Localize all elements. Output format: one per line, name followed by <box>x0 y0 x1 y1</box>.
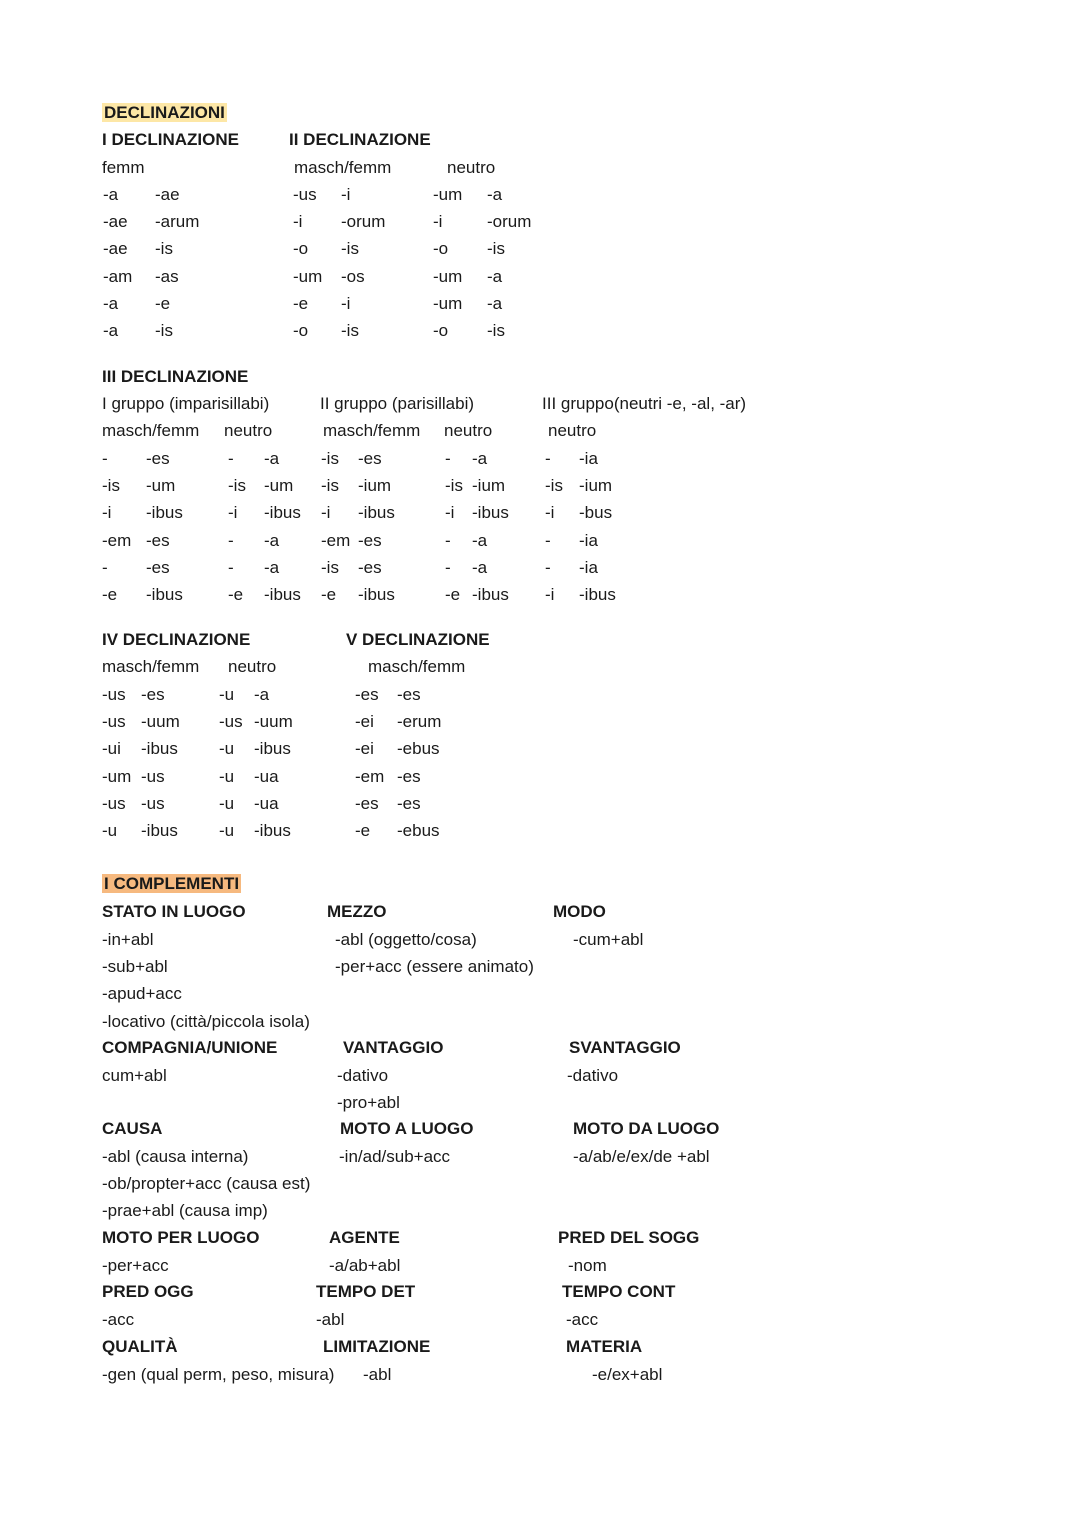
d3-cell: -e <box>445 585 461 604</box>
d4-cell: -us <box>102 793 126 813</box>
d1-cell: -is <box>155 239 173 259</box>
d3-cell: - <box>445 557 451 577</box>
d3-cell: - <box>228 449 234 468</box>
comp-stato-title: STATO IN LUOGO <box>102 902 246 921</box>
d3-cell: -ium <box>358 476 392 496</box>
d3-cell: -es <box>358 449 382 468</box>
comp-limitazione-title: LIMITAZIONE <box>323 1337 431 1356</box>
d3-cell: - <box>102 449 108 468</box>
d5-cell: -em <box>355 766 385 786</box>
comp-moto_a-item: -in/ad/sub+acc <box>339 1147 451 1166</box>
d1-cell: -a <box>103 185 119 204</box>
d5-cell: -ebus <box>397 821 440 840</box>
d3-cell: - <box>445 449 451 468</box>
d2-cell: -a <box>487 293 503 313</box>
d2-cell: -o <box>293 239 309 259</box>
d4-cell: -us <box>102 685 126 704</box>
d3-cell: - <box>545 557 551 577</box>
d3-title: III DECLINAZIONE <box>102 367 249 386</box>
d2-cell: -o <box>433 321 449 340</box>
d2-cell: -um <box>433 266 463 286</box>
comp-pred_sogg-item: -nom <box>568 1256 607 1275</box>
d3-cell: - <box>445 530 451 550</box>
d4-cell: -u <box>219 739 235 759</box>
d4-cell: -uum <box>254 712 293 732</box>
d3-cell: -is <box>321 557 339 577</box>
d3-cell: -i <box>545 585 555 604</box>
d3-cell: -ibus <box>579 585 616 604</box>
comp-stato-item: -sub+abl <box>102 957 168 977</box>
d2-cell: -o <box>293 321 309 340</box>
d2-cell: -is <box>341 239 359 259</box>
comp-vantaggio-title: VANTAGGIO <box>343 1038 444 1057</box>
d3-cell: -es <box>358 530 382 550</box>
d3-cell: -i <box>321 503 331 523</box>
d5-cell: -es <box>397 793 421 813</box>
d5-cell: -ei <box>355 739 374 759</box>
section-title-complementi: I COMPLEMENTI <box>104 874 240 893</box>
d2-cell: -is <box>487 321 505 340</box>
comp-pred_ogg-item: -acc <box>102 1310 135 1329</box>
d3-cell: -ibus <box>358 585 395 604</box>
d5-gender-mf: masch/femm <box>368 657 466 676</box>
comp-vantaggio-item: -dativo <box>337 1066 389 1085</box>
d3-cell: -i <box>445 503 455 523</box>
d2-cell: -i <box>433 212 443 232</box>
d4-cell: -ibus <box>141 821 178 840</box>
d1-gender: femm <box>102 158 145 177</box>
d2-cell: -us <box>293 185 317 204</box>
comp-mezzo-item: -per+acc (essere animato) <box>335 957 534 977</box>
d2-cell: -orum <box>341 212 386 232</box>
d4-cell: -u <box>219 821 235 840</box>
d3-cell: -i <box>228 503 238 523</box>
comp-causa-item: -ob/propter+acc (causa est) <box>102 1174 311 1194</box>
d3-cell: -ibus <box>146 503 183 523</box>
d3-cell: -e <box>102 585 118 604</box>
comp-tempo_cont-title: TEMPO CONT <box>562 1282 676 1301</box>
d1-cell: -as <box>155 266 179 286</box>
comp-tempo_det-title: TEMPO DET <box>316 1282 416 1301</box>
d2-cell: -um <box>293 266 323 286</box>
d3-header-mf1: masch/femm <box>102 421 200 440</box>
comp-modo-title: MODO <box>553 902 606 921</box>
d1-title: I DECLINAZIONE <box>102 130 239 149</box>
d3-cell: -em <box>321 530 351 550</box>
comp-materia-item: -e/ex+abl <box>592 1365 663 1384</box>
comp-vantaggio-item: -pro+abl <box>337 1093 400 1113</box>
d2-title: II DECLINAZIONE <box>289 130 431 149</box>
d5-cell: -e <box>355 821 371 840</box>
d1-cell: -e <box>155 293 171 313</box>
d3-header-mf2: masch/femm <box>323 421 421 440</box>
d4-cell: -ibus <box>141 739 178 759</box>
d5-cell: -ei <box>355 712 374 732</box>
comp-moto_per-title: MOTO PER LUOGO <box>102 1228 260 1247</box>
d4-gender-n: neutro <box>228 657 277 676</box>
comp-stato-item: -locativo (città/piccola isola) <box>102 1011 310 1031</box>
comp-compagnia-item: cum+abl <box>102 1066 167 1085</box>
d3-cell: -em <box>102 530 132 550</box>
comp-causa-title: CAUSA <box>102 1119 163 1138</box>
d3-cell: -e <box>321 585 337 604</box>
d1-cell: -am <box>103 266 133 286</box>
comp-moto_a-title: MOTO A LUOGO <box>340 1119 474 1138</box>
d3-cell: -is <box>321 449 339 468</box>
d3-cell: -ia <box>579 449 598 468</box>
comp-svantaggio-title: SVANTAGGIO <box>569 1038 681 1057</box>
d2-gender-n: neutro <box>447 158 496 177</box>
d2-cell: -o <box>433 239 449 259</box>
d4-cell: -es <box>141 685 165 704</box>
d3-cell: -ium <box>472 476 506 496</box>
d2-cell: -um <box>433 293 463 313</box>
d3-cell: -is <box>445 476 463 496</box>
d2-cell: -i <box>293 212 303 232</box>
d3-cell: -ia <box>579 530 598 550</box>
comp-agente-title: AGENTE <box>329 1228 400 1247</box>
d2-cell: -i <box>341 293 351 313</box>
d3-cell: -es <box>146 449 170 468</box>
comp-qualita-title: QUALITÀ <box>102 1337 178 1356</box>
d3-cell: -ibus <box>264 503 301 523</box>
d3-cell: -ibus <box>358 503 395 523</box>
d2-cell: -a <box>487 185 503 204</box>
d3-cell: -es <box>146 557 170 577</box>
comp-causa-item: -abl (causa interna) <box>102 1147 249 1166</box>
d3-cell: -is <box>321 476 339 496</box>
d3-cell: -es <box>146 530 170 550</box>
d5-cell: -es <box>355 685 379 704</box>
comp-svantaggio-item: -dativo <box>567 1066 619 1085</box>
d3-cell: -e <box>228 585 244 604</box>
d4-cell: -us <box>141 793 165 813</box>
d4-cell: -us <box>141 766 165 786</box>
d4-title: IV DECLINAZIONE <box>102 630 251 649</box>
d3-cell: -es <box>358 557 382 577</box>
d5-cell: -es <box>397 685 421 704</box>
d3-cell: -i <box>102 503 112 523</box>
comp-causa-item: -prae+abl (causa imp) <box>102 1201 268 1221</box>
d2-cell: -i <box>341 185 351 204</box>
d3-cell: -i <box>545 503 555 523</box>
d1-cell: -a <box>103 321 119 340</box>
comp-tempo_det-item: -abl <box>316 1310 345 1329</box>
d5-cell: -es <box>397 766 421 786</box>
d4-cell: -ua <box>254 793 279 813</box>
d3-cell: -ibus <box>472 503 509 523</box>
d1-cell: -is <box>155 321 173 340</box>
d3-group3: III gruppo(neutri -e, -al, -ar) <box>542 394 747 413</box>
comp-stato-item: -apud+acc <box>102 984 182 1004</box>
d4-cell: -ibus <box>254 739 291 759</box>
d2-cell: -orum <box>487 212 532 232</box>
d3-cell: -is <box>102 476 120 496</box>
d1-cell: -ae <box>103 239 128 259</box>
d4-cell: -u <box>219 766 235 786</box>
d1-cell: -a <box>103 293 119 313</box>
comp-mezzo-item: -abl (oggetto/cosa) <box>335 930 477 949</box>
d4-cell: -ua <box>254 766 279 786</box>
d3-cell: -a <box>472 530 488 550</box>
d3-cell: -is <box>545 476 563 496</box>
comp-qualita-item: -gen (qual perm, peso, misura) <box>102 1365 335 1384</box>
comp-moto_da-title: MOTO DA LUOGO <box>573 1119 720 1138</box>
d3-cell: -ium <box>579 476 613 496</box>
d2-cell: -is <box>487 239 505 259</box>
comp-compagnia-title: COMPAGNIA/UNIONE <box>102 1038 278 1057</box>
d4-cell: -u <box>102 821 118 840</box>
d3-cell: -um <box>264 476 294 496</box>
d3-cell: - <box>545 530 551 550</box>
d5-cell: -ebus <box>397 739 440 759</box>
d3-cell: - <box>228 530 234 550</box>
d3-cell: -a <box>264 449 280 468</box>
d3-cell: -a <box>264 557 280 577</box>
d4-cell: -a <box>254 685 270 704</box>
d3-cell: -bus <box>579 503 613 523</box>
d2-cell: -a <box>487 266 503 286</box>
d5-cell: -erum <box>397 712 442 732</box>
d3-cell: - <box>545 449 551 468</box>
d2-cell: -um <box>433 185 463 204</box>
d4-gender-mf: masch/femm <box>102 657 200 676</box>
d1-cell: -ae <box>103 212 128 232</box>
comp-moto_per-item: -per+acc <box>102 1256 169 1275</box>
d4-cell: -um <box>102 766 132 786</box>
d4-cell: -u <box>219 793 235 813</box>
d3-cell: -ibus <box>264 585 301 604</box>
d3-header-n3: neutro <box>548 421 597 440</box>
d3-group1: I gruppo (imparisillabi) <box>102 394 270 413</box>
d3-cell: -um <box>146 476 176 496</box>
d3-cell: - <box>228 557 234 577</box>
d1-cell: -ae <box>155 185 180 204</box>
d3-cell: -ibus <box>146 585 183 604</box>
d3-cell: -ibus <box>472 585 509 604</box>
d2-cell: -os <box>341 266 365 286</box>
section-title-declinazioni: DECLINAZIONI <box>104 103 225 122</box>
comp-agente-item: -a/ab+abl <box>329 1256 401 1275</box>
d3-cell: -is <box>228 476 246 496</box>
d2-cell: -e <box>293 293 309 313</box>
comp-stato-item: -in+abl <box>102 930 154 949</box>
d3-cell: -a <box>472 557 488 577</box>
comp-modo-item: -cum+abl <box>573 930 644 949</box>
comp-moto_da-item: -a/ab/e/ex/de +abl <box>573 1147 710 1166</box>
d4-cell: -us <box>219 712 243 732</box>
d3-cell: -a <box>264 530 280 550</box>
comp-pred_ogg-title: PRED OGG <box>102 1282 194 1301</box>
d3-cell: - <box>102 557 108 577</box>
d4-cell: -uum <box>141 712 180 732</box>
comp-materia-title: MATERIA <box>566 1337 643 1356</box>
d4-cell: -ui <box>102 739 121 759</box>
d4-cell: -u <box>219 685 235 704</box>
d3-header-n1: neutro <box>224 421 273 440</box>
d2-cell: -is <box>341 321 359 340</box>
d2-gender-mf: masch/femm <box>294 158 392 177</box>
d3-cell: -ia <box>579 557 598 577</box>
comp-tempo_cont-item: -acc <box>566 1310 599 1329</box>
comp-limitazione-item: -abl <box>363 1365 392 1384</box>
d3-cell: -a <box>472 449 488 468</box>
d4-cell: -ibus <box>254 821 291 840</box>
comp-mezzo-title: MEZZO <box>327 902 387 921</box>
comp-pred_sogg-title: PRED DEL SOGG <box>558 1228 700 1247</box>
d5-title: V DECLINAZIONE <box>346 630 490 649</box>
d3-header-n2: neutro <box>444 421 493 440</box>
d3-group2: II gruppo (parisillabi) <box>320 394 475 413</box>
d4-cell: -us <box>102 712 126 732</box>
d1-cell: -arum <box>155 212 200 232</box>
d5-cell: -es <box>355 793 379 813</box>
